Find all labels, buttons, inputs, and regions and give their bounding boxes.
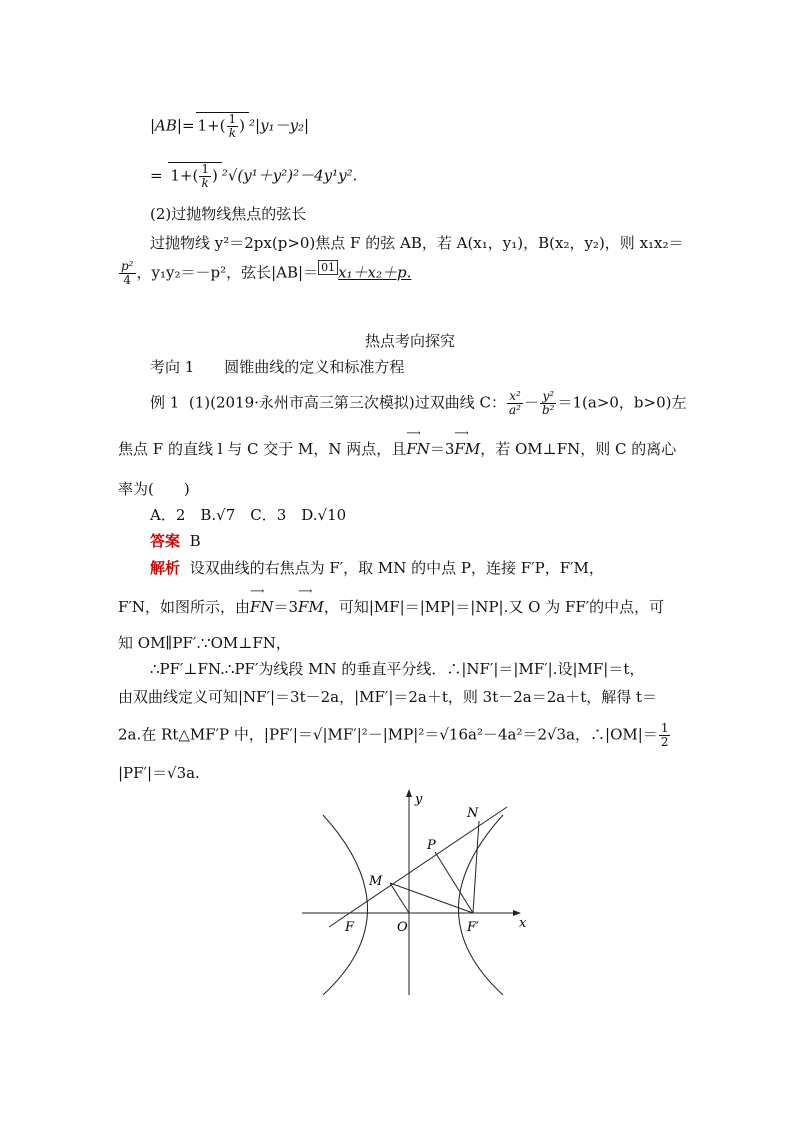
analysis-line5: 由双曲线定义可知|NF′|＝3t－2a，|MF′|＝2a＋t，则 3t－2a＝2a＋t，解得 t＝ <box>118 688 658 706</box>
frac-4: 4 <box>123 273 132 287</box>
label-O: O <box>397 920 408 935</box>
topic1-heading: 考向 1 圆锥曲线的定义和标准方程 <box>150 358 405 376</box>
half-num: 1 <box>660 721 669 735</box>
analysis2b: ＝3 <box>273 598 299 616</box>
label-M: M <box>369 874 383 889</box>
analysis-line1 <box>150 557 604 578</box>
analysis-label: 解析 <box>150 559 181 577</box>
answer-blank: 01 <box>318 260 338 275</box>
label-P: P <box>427 838 436 853</box>
example-cond: ＝1(a>0，b>0)左 <box>557 393 687 412</box>
formula-lhs: |AB|= <box>150 116 195 135</box>
line2c: ，若 OM⊥FN，则 C 的离心 <box>480 440 677 458</box>
frac-den: k <box>228 126 236 140</box>
fraction-p2-over-4 <box>119 260 136 287</box>
answer-row <box>150 530 201 551</box>
hotspot-title: 热点考向探究 <box>365 332 456 350</box>
analysis-line4: ∴PF′⊥FN.∴PF′为线段 MN 的垂直平分线．∴|NF′|＝|MF′|.设|MF|＝t， <box>150 660 645 678</box>
label-x: x <box>519 916 527 931</box>
hyperbola-right-branch <box>459 815 504 995</box>
vector-fn-2: ⟶ FN <box>250 598 274 616</box>
frac-y2: y² <box>540 390 557 404</box>
vector-fn: ⟶ FN <box>406 440 430 458</box>
example-source: (1)(2019·永州市高三第三次模拟)过双曲线 C： <box>188 393 506 412</box>
y-axis-arrow <box>406 789 412 797</box>
ab-length-formula: |AB|= 1+( $\frac{1}{k}$ ) ²|y₁－y₂| <box>150 112 310 140</box>
label-F: F <box>345 920 355 935</box>
example1-line3: 率为( ) <box>118 480 190 498</box>
vector-fm: ⟶ FM <box>454 440 480 458</box>
formula-tail: ²|y₁－y₂| <box>249 116 310 135</box>
vector-fm-2: ⟶ FM <box>298 598 324 616</box>
para2-mid: ，y₁y₂＝－p²，弦长|AB|＝ <box>136 263 319 282</box>
fraction-half <box>659 722 671 749</box>
frac-den-2: k <box>201 176 209 190</box>
frac-x2: x² <box>507 390 523 404</box>
fraction-x2-a2 <box>507 390 523 417</box>
analysis-line3: 知 OM∥PF′.∵OM⊥FN， <box>118 634 291 652</box>
frac-a2: a² <box>509 403 521 417</box>
label-Fprime: F′ <box>467 920 479 935</box>
answer-label: 答案 <box>150 532 181 550</box>
analysis-text1: 设双曲线的右焦点为 F′，取 MN 的中点 P，连接 F′P，F′M， <box>189 559 604 577</box>
formula-sqrt-body: 1+ <box>197 116 220 135</box>
example1-options: A．2 B.√7 C．3 D.√10 <box>150 506 347 524</box>
example1-line2 <box>118 438 676 459</box>
fraction-y2-b2 <box>540 390 557 417</box>
line2b: ＝3 <box>429 440 455 458</box>
hyperbola-figure <box>287 785 537 1003</box>
label-y: y <box>415 792 423 807</box>
formula-tail-2: ²√(y¹＋y²)²－4y¹y². <box>221 166 358 185</box>
para-parabola-line2 <box>118 260 411 287</box>
analysis6a: 2a.在 Rt△MF′P 中，|PF′|＝√|MF′|²－|MP|²＝√16a²－4a²＝2√3a，∴|OM|＝ <box>118 725 658 744</box>
frac-b2: b² <box>541 403 555 417</box>
answer-value: B <box>189 532 201 550</box>
analysis2a: F′N，如图所示，由 <box>118 598 250 616</box>
minus-sign: － <box>523 393 539 412</box>
segment-PFp <box>435 852 473 913</box>
fraction-1-over-k-2 <box>199 163 211 190</box>
para-parabola-line1: 过抛物线 y²＝2px(p>0)焦点 F 的弦 AB，若 A(x₁，y₁)，B(x₂，y₂)，则 x₁x₂＝ <box>150 234 684 252</box>
analysis2c: ，可知|MF|＝|MP|＝|NP|.又 O 为 FF′的中点，可 <box>323 598 665 616</box>
line-l <box>329 807 507 927</box>
segment-NFp <box>473 821 479 913</box>
section-parabola-chord: (2)过抛物线焦点的弦长 <box>150 205 307 223</box>
half-den: 2 <box>660 735 669 749</box>
analysis-line2 <box>118 596 664 617</box>
example-label: 例 1 <box>150 393 180 412</box>
fraction-1-over-k <box>227 113 239 140</box>
para2-tail: x₁＋x₂＋p. <box>338 263 412 282</box>
label-N: N <box>467 806 479 821</box>
example1-line1 <box>150 390 687 417</box>
frac-p2: p² <box>121 259 134 273</box>
line2a: 焦点 F 的直线 l 与 C 交于 M，N 两点，且 <box>118 440 407 458</box>
frac-num-2: 1 <box>201 162 209 176</box>
analysis-line6 <box>118 722 671 749</box>
frac-num: 1 <box>228 112 237 126</box>
analysis-line7: |PF′|＝√3a. <box>118 764 200 782</box>
segment-OM <box>390 883 409 913</box>
eq-prefix: = <box>150 166 163 185</box>
ab-length-formula-2: = 1+( $\frac{1}{k}$ ) ²√(y¹＋y²)²－4y¹y². <box>150 162 358 190</box>
